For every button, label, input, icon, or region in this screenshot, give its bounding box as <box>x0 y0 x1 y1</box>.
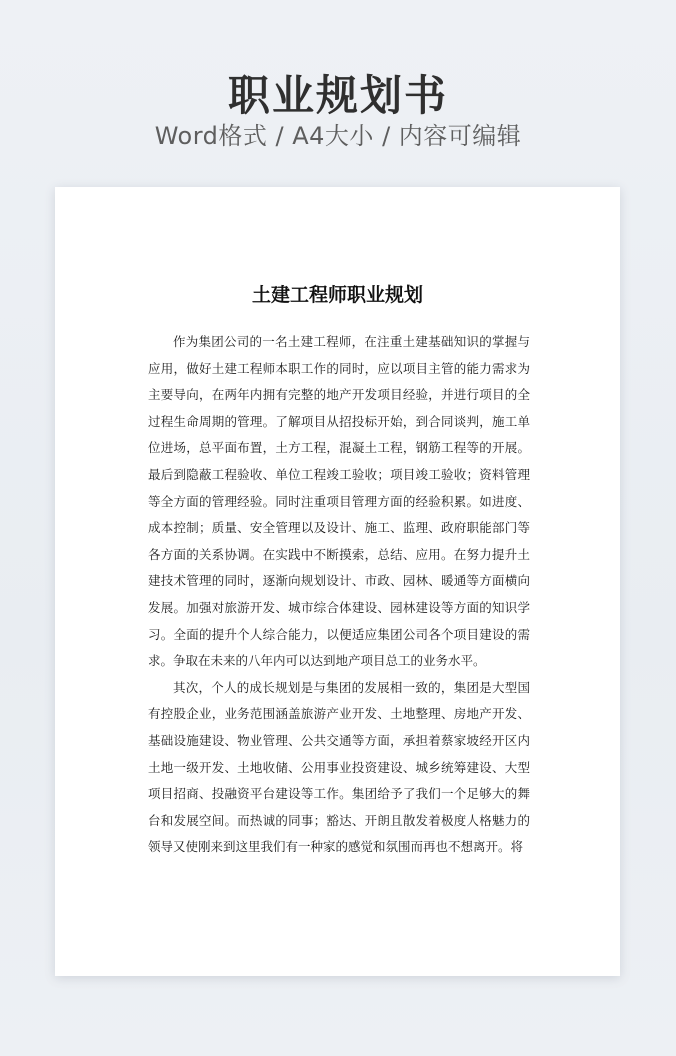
document-page <box>55 187 620 976</box>
paragraph: 其次，个人的成长规划是与集团的发展相一致的，集团是大型国有控股企业，业务范围涵盖旅游产业开发、土地整理、房地产开发、基础设施建设、物业管理、公共交通等方面，承担着蔡家坡经开区内土地一级开发、土地收储、公用事业投资建设、城乡统筹建设、大型项目招商、投融资平台建设等工作。集团给予了我们一个足够大的舞台和发展空间。而热诚的同事；豁达、开朗且散发着极度人格魅力的领导又使刚来到这里我们有一种家的感觉和氛围而再也不想离开。将 <box>148 679 530 855</box>
banner-title: 职业规划书 <box>227 71 448 120</box>
document-body <box>148 329 530 861</box>
paragraph: 作为集团公司的一名土建工程师，在注重土建基础知识的掌握与应用，做好土建工程师本职工作的同时，应以项目主管的能力需求为主要导向，在两年内拥有完整的地产开发项目经验，并进行项目的全过程生命周期的管理。了解项目从招投标开始，到合同谈判，施工单位进场，总平面布置，土方工程，混凝土工程，钢筋工程等的开展。最后到隐蔽工程验收、单位工程竣工验收；项目竣工验收；资料管理等全方面的管理经验。同时注重项目管理方面的经验积累。如进度、成本控制；质量、安全管理以及设计、施工、监理、政府职能部门等各方面的关系协调。在实践中不断摸索，总结、应用。在努力提升土建技术管理的同时，逐渐向规划设计、市政、园林、暖通等方面横向发展。加强对旅游开发、城市综合体建设、园林建设等方面的知识学习。全面的提升个人综合能力，以便适应集团公司各个项目建设的需求。争取在未来的八年内可以达到地产项目总工的业务水平。 <box>148 334 530 669</box>
document-title: 土建工程师职业规划 <box>251 284 423 306</box>
banner-subtitle: Word格式 / A4大小 / 内容可编辑 <box>154 122 522 150</box>
